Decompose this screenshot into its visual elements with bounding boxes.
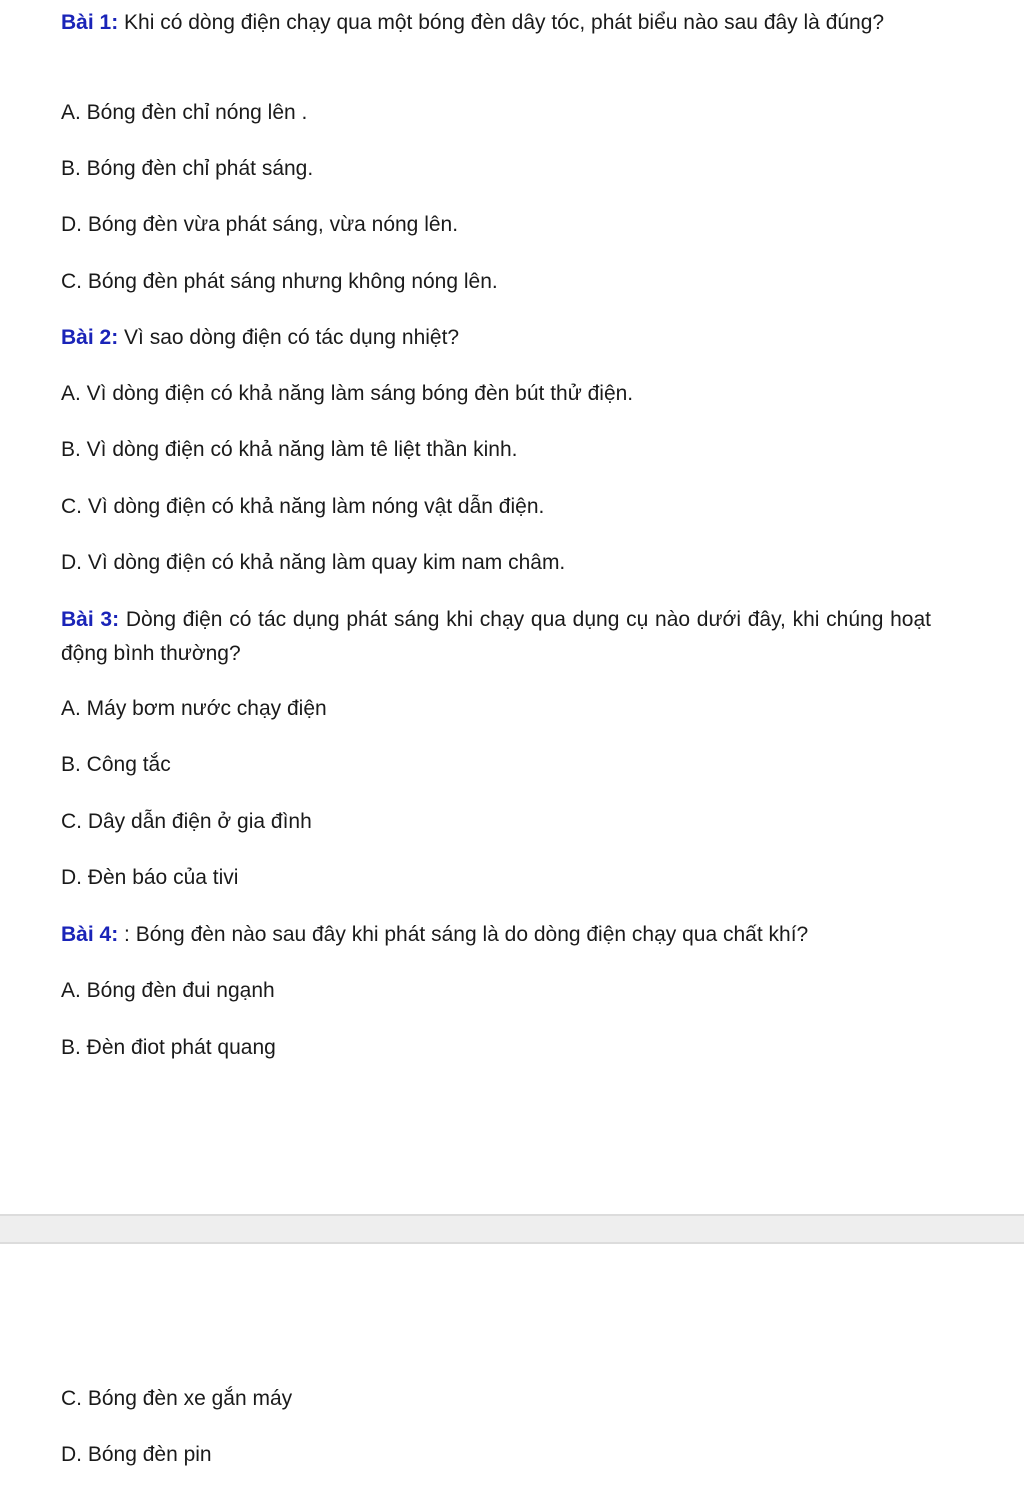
- answer-option: B. Bóng đèn chỉ phát sáng.: [61, 157, 314, 180]
- question-text: Vì sao dòng điện có tác dụng nhiệt?: [118, 326, 460, 349]
- answer-option: B. Công tắc: [61, 753, 171, 776]
- answer-option: A. Vì dòng điện có khả năng làm sáng bóng đèn bút thử điện.: [61, 382, 634, 405]
- question-label: Bài 4:: [61, 923, 119, 946]
- answer-option: D. Bóng đèn pin: [61, 1443, 212, 1466]
- question-label: Bài 2:: [61, 326, 119, 349]
- question-text: : Bóng đèn nào sau đây khi phát sáng là do dòng điện chạy qua chất khí?: [118, 923, 809, 946]
- answer-option: D. Vì dòng điện có khả năng làm quay kim nam châm.: [61, 551, 566, 574]
- answer-option: B. Đèn điot phát quang: [61, 1036, 276, 1059]
- answer-option: D. Bóng đèn vừa phát sáng, vừa nóng lên.: [61, 213, 459, 236]
- question-2: [61, 321, 931, 355]
- answer-option: C. Dây dẫn điện ở gia đình: [61, 810, 312, 833]
- answer-option: A. Bóng đèn chỉ nóng lên .: [61, 101, 308, 124]
- answer-option: D. Đèn báo của tivi: [61, 866, 239, 889]
- question-3: [61, 603, 931, 671]
- answer-option: A. Bóng đèn đui ngạnh: [61, 979, 275, 1002]
- answer-option: C. Bóng đèn phát sáng nhưng không nóng lên.: [61, 270, 498, 293]
- document-page-2: [0, 1244, 1024, 1485]
- question-label: Bài 1:: [61, 11, 119, 34]
- question-4: [61, 918, 808, 952]
- answer-option: B. Vì dòng điện có khả năng làm tê liệt thần kinh.: [61, 438, 518, 461]
- question-label: Bài 3:: [61, 608, 120, 631]
- answer-option: A. Máy bơm nước chạy điện: [61, 697, 327, 720]
- question-text: Dòng điện có tác dụng phát sáng khi chạy qua dụng cụ nào dưới đây, khi chúng hoạt động bình thường?: [61, 608, 931, 665]
- answer-option: C. Bóng đèn xe gắn máy: [61, 1387, 293, 1410]
- page-break-separator: [0, 1214, 1024, 1244]
- answer-option: C. Vì dòng điện có khả năng làm nóng vật dẫn điện.: [61, 495, 545, 518]
- question-text: Khi có dòng điện chạy qua một bóng đèn dây tóc, phát biểu nào sau đây là đúng?: [118, 11, 885, 34]
- question-1: [61, 6, 931, 40]
